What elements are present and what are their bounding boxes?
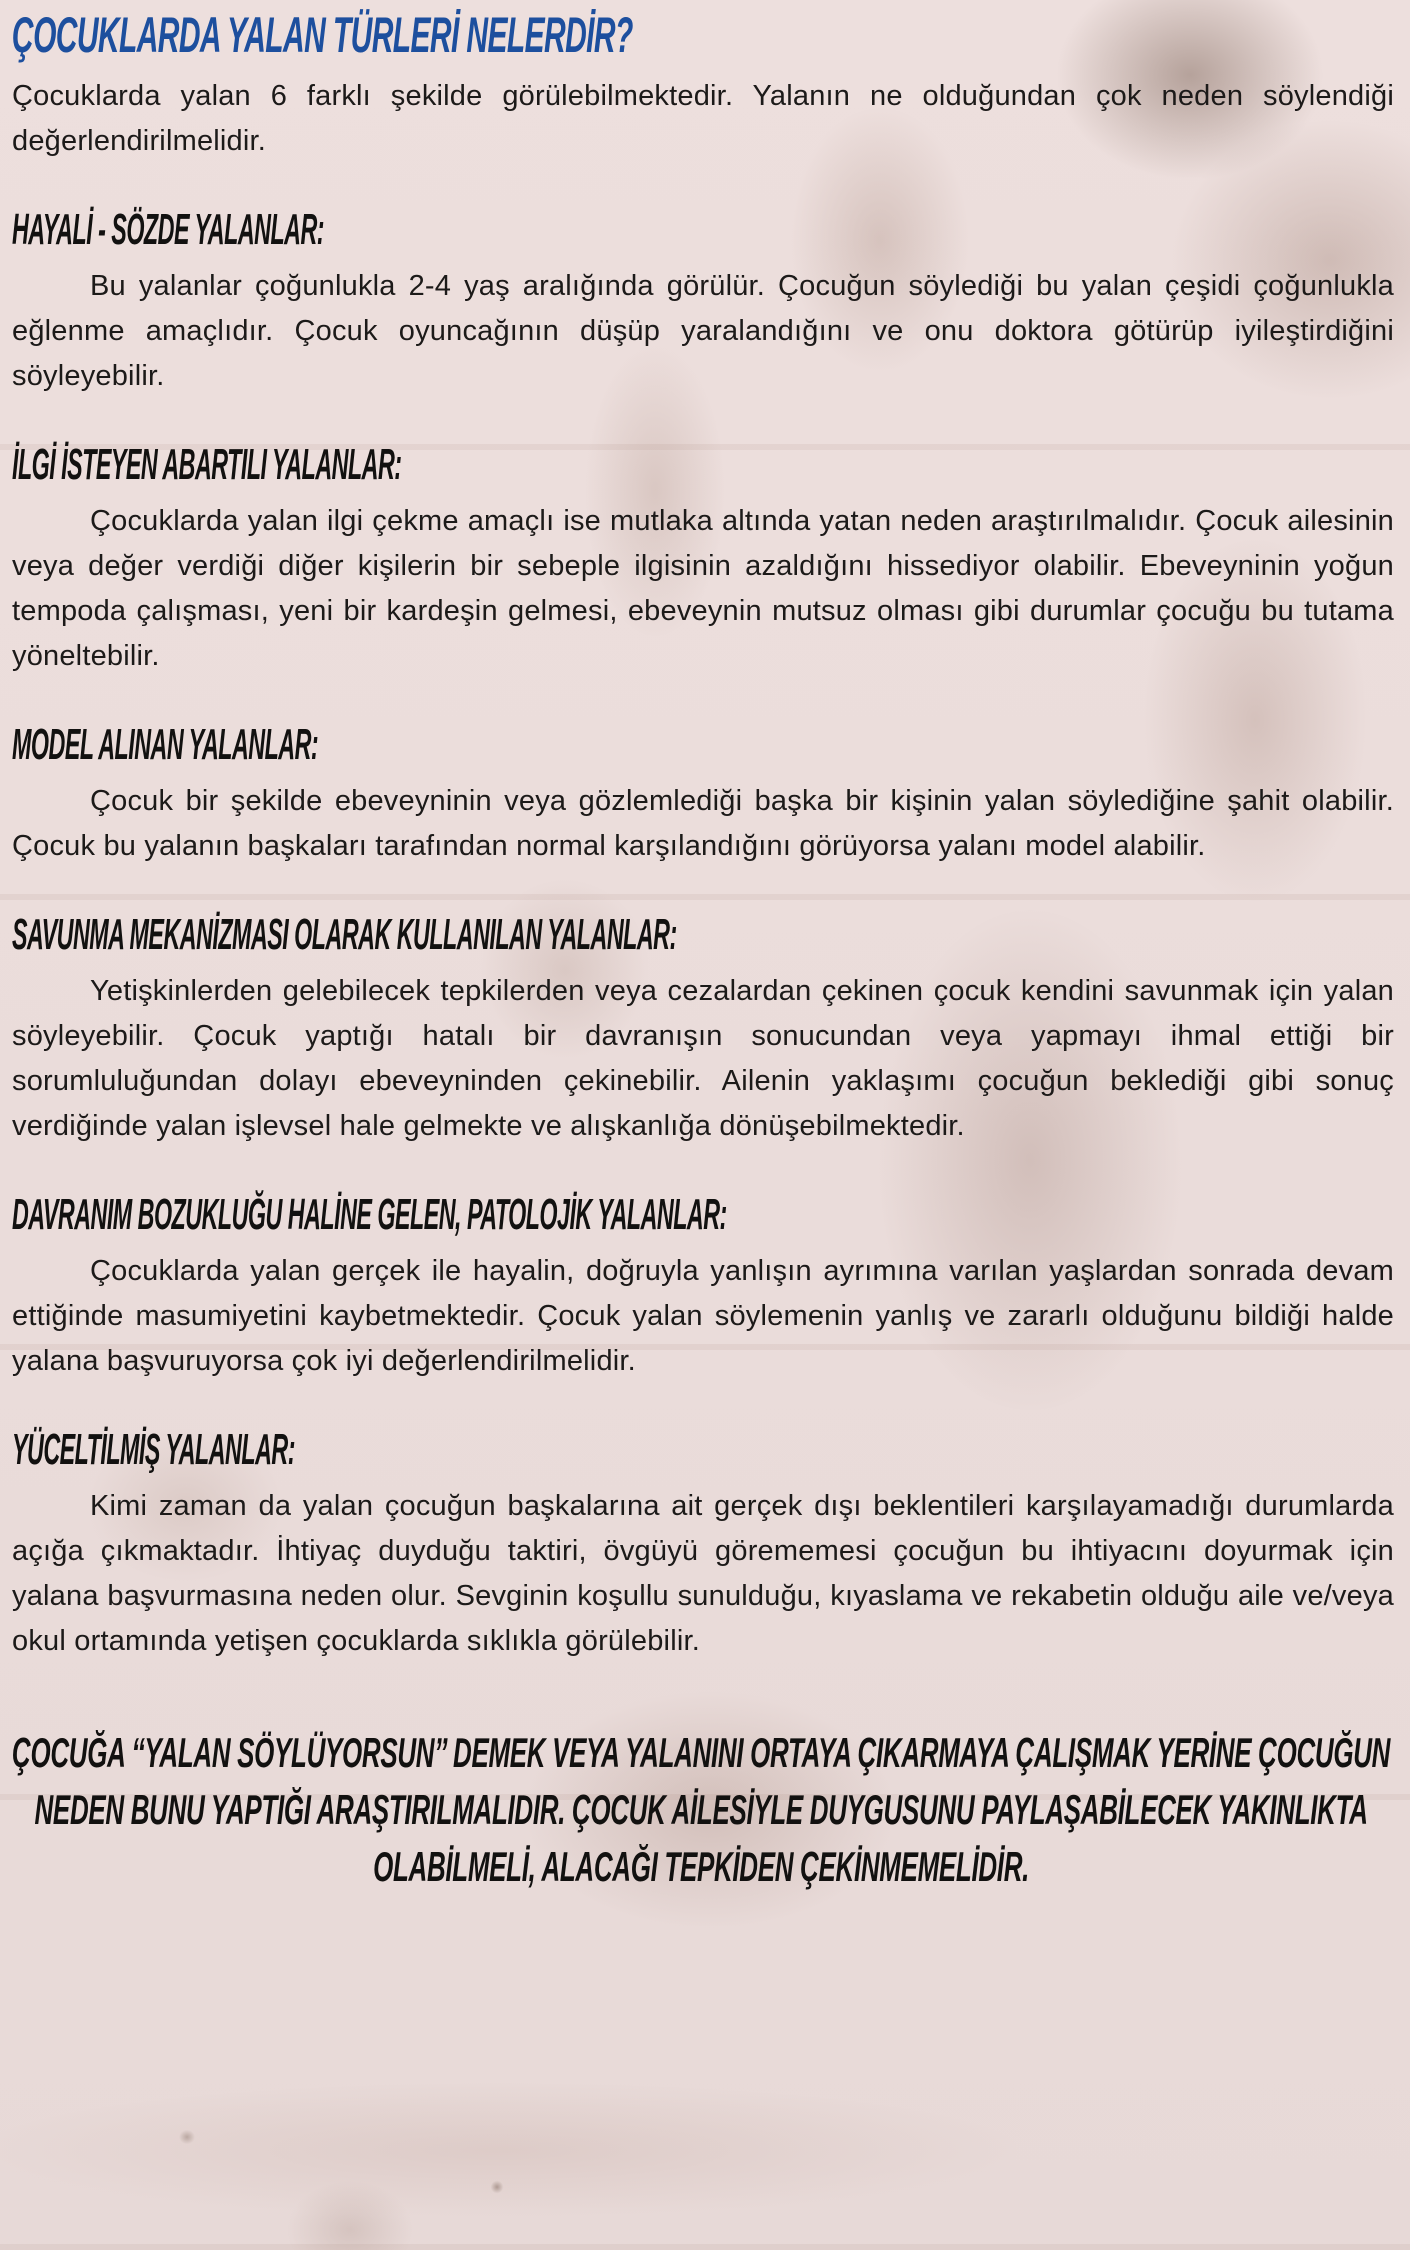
section-ilgi-isteyen-abartili-yalanlar	[12, 399, 1394, 679]
intro-paragraph: Çocuklarda yalan 6 farklı şekilde görülebilmektedir. Yalanın ne olduğundan çok neden söylendiği değerlendirilmelidir.	[12, 80, 1394, 157]
section-heading: YÜCELTİLMİŞ YALANLAR:	[12, 1425, 295, 1474]
section-paragraph: Çocuk bir şekilde ebeveyninin veya gözlemlediği başka bir kişinin yalan söylediğine şahit olabilir. Çocuk bu yalanın başkaları tarafından normal karşılandığını görüyorsa yalanı model alabilir.	[12, 785, 1394, 862]
section-heading: HAYALİ - SÖZDE YALANLAR:	[12, 205, 325, 254]
section-heading: MODEL ALINAN YALANLAR:	[12, 720, 319, 769]
footer-note: ÇOCUĞA ‘‘YALAN SÖYLÜYORSUN’’ DEMEK VEYA YALANINI ORTAYA ÇIKARMAYA ÇALIŞMAK YERİNE ÇOCUĞUN NEDEN BUNU YAPTIĞI ARAŞTIRILMALIDIR. ÇOCUK AİLESİYLE DUYGUSUNU PAYLAŞABİLECEK YAKINLIKTA OLABİLMELİ, ALACAĞI TEPKİDEN ÇEKİNMEMELİDİR.	[12, 1729, 1391, 1890]
footer-note-container	[12, 1724, 1390, 1895]
section-hayali-sozde-yalanlar	[12, 164, 1394, 399]
section-paragraph: Yetişkinlerden gelebilecek tepkilerden veya cezalardan çekinen çocuk kendini savunmak için yalan söyleyebilir. Çocuk yaptığı hatalı bir davranışın sonucundan veya yapmayı ihmal ettiği bir sorumluluğundan dolayı ebeveyninden çekinebilir. Ailenin yaklaşımı çocuğun beklediği gibi sonuç verdiğinde yalan işlevsel hale gelmekte ve alışkanlığa dönüşebilmektedir.	[12, 975, 1394, 1142]
section-paragraph: Çocuklarda yalan gerçek ile hayalin, doğruyla yanlışın ayrımına varılan yaşlardan sonrada devam ettiğinde masumiyetini kaybetmektedir. Çocuk yalan söylemenin yanlış ve zararlı olduğunu bildiği halde yalana başvuruyorsa çok iyi değerlendirilmelidir.	[12, 1255, 1394, 1377]
section-patolojik-yalanlar	[12, 1149, 1394, 1384]
page-title: ÇOCUKLARDA YALAN TÜRLERİ NELERDİR?	[12, 7, 633, 63]
section-paragraph: Bu yalanlar çoğunlukla 2-4 yaş aralığında görülür. Çocuğun söylediği bu yalan çeşidi çoğunlukla eğlenme amaçlıdır. Çocuk oyuncağının düşüp yaralandığını ve onu doktora götürüp iyileştirdiğini söyleyebilir.	[12, 270, 1394, 392]
section-model-alinan-yalanlar	[12, 679, 1394, 869]
section-paragraph: Çocuklarda yalan ilgi çekme amaçlı ise mutlaka altında yatan neden araştırılmalıdır. Çocuk ailesinin veya değer verdiği diğer kişilerin bir sebeple ilgisinin azaldığını hissediyor olabilir. Ebeveyninin yoğun tempoda çalışması, yeni bir kardeşin gelmesi, ebeveynin mutsuz olması gibi durumlar çocuğu bu tutama yöneltebilir.	[12, 505, 1394, 672]
section-heading: SAVUNMA MEKANİZMASI OLARAK KULLANILAN YALANLAR:	[12, 910, 677, 959]
section-savunma-mekanizmasi-yalanlar	[12, 869, 1394, 1149]
section-heading: İLGİ İSTEYEN ABARTILI YALANLAR:	[12, 440, 402, 489]
section-yuceltilmis-yalanlar	[12, 1384, 1394, 1664]
section-heading: DAVRANIM BOZUKLUĞU HALİNE GELEN, PATOLOJİK YALANLAR:	[12, 1190, 727, 1239]
section-paragraph: Kimi zaman da yalan çocuğun başkalarına ait gerçek dışı beklentileri karşılayamadığı durumlarda açığa çıkmaktadır. İhtiyaç duyduğu taktiri, övgüyü görememesi çocuğun bu ihtiyacını doyurmak için yalana başvurmasına neden olur. Sevginin koşullu sunulduğu, kıyaslama ve rekabetin olduğu aile ve/veya okul ortamında yetişen çocuklarda sıklıkla görülebilir.	[12, 1490, 1394, 1657]
